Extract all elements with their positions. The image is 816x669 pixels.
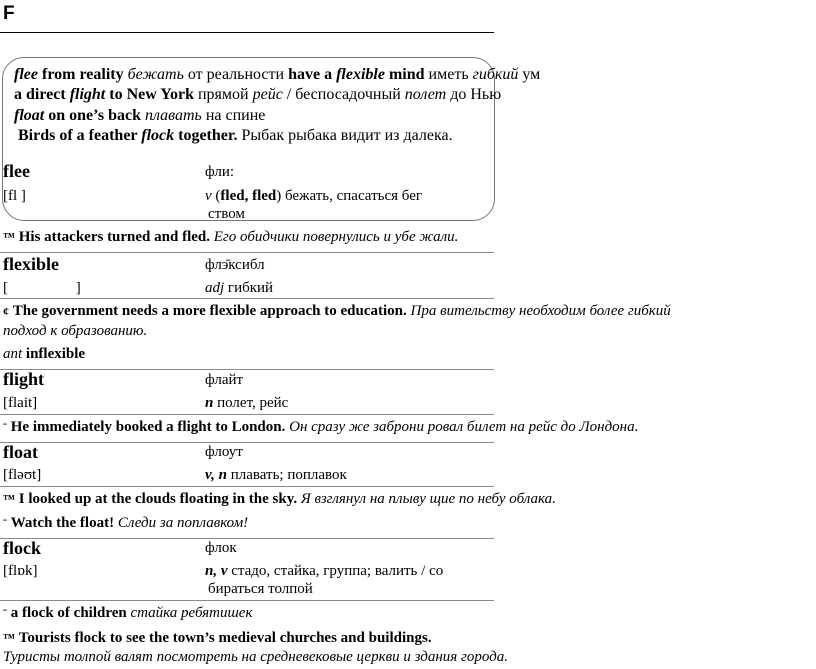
example-flight [3, 419, 638, 436]
phrase-segment: полет [404, 86, 447, 103]
bullet-glyph: ¢ [3, 304, 9, 318]
pos: n, v [205, 563, 228, 579]
bullet-glyph: ™ [3, 631, 15, 645]
entry-definition-cont-flock: бираться толпой [208, 581, 313, 597]
entry-divider [0, 298, 494, 299]
verb-forms: fled, fled [220, 188, 277, 204]
example-ru-cont-flexible: подход к образованию. [3, 323, 148, 339]
phrase-segment: Birds of a feather [18, 127, 142, 144]
meaning: плавать; поплавок [226, 467, 347, 483]
example-en: His attackers turned and fled. [18, 229, 210, 245]
phrase-segment: flock [141, 127, 175, 144]
phrase-segment: на спине [201, 107, 266, 124]
bullet-glyph: ˉ [3, 420, 7, 434]
example-ru: стайка ребятишек [130, 605, 253, 621]
example-en: I looked up at the clouds floating in the sky. [18, 491, 298, 507]
phrase-segment: a direct [14, 86, 70, 103]
entry-divider [0, 538, 494, 539]
example-en: Tourists flock to see the town’s medieval churches and buildings. [18, 630, 432, 646]
pos: n [205, 395, 214, 411]
entry-word-flexible: flexible [3, 254, 59, 274]
example-flock-1 [3, 605, 252, 622]
example-float-1 [3, 491, 556, 508]
example-ru: Он сразу же заброни ровал билет на рейс до Лондона. [289, 419, 639, 435]
entry-word-float: float [3, 442, 38, 462]
entry-divider [0, 252, 494, 253]
phrase-segment: to New York [105, 86, 198, 103]
phrase-segment: ум [518, 66, 541, 83]
phrase-segment: гибкий [472, 66, 519, 83]
entry-phonetic-flee: [fl ] [3, 188, 26, 204]
phrase-segment: on one’s back [44, 107, 145, 124]
entry-phonetic-float: [fləʊt] [3, 467, 42, 483]
phrase-segment: до Нью [446, 86, 502, 103]
antonym-word: inflexible [22, 346, 86, 362]
entry-definition-flock [205, 563, 443, 580]
phrase-segment: / беспосадочный [282, 86, 405, 103]
entry-definition-flexible [205, 280, 273, 297]
example-flock-2 [3, 630, 432, 647]
entry-word-flee: flee [3, 161, 30, 181]
entry-divider [0, 486, 494, 487]
example-en: He immediately booked a flight to London. [10, 419, 286, 435]
example-flee [3, 229, 458, 246]
entry-divider [0, 600, 494, 601]
example-en: The government needs a more flexible approach to education. [12, 303, 407, 319]
example-ru: Пра вительству необходим более гибкий [410, 303, 671, 319]
antonym-flexible [3, 346, 85, 363]
phrase-segment: Рыбак рыбака видит из далека. [241, 127, 453, 144]
phrase-segment: together. [174, 127, 242, 144]
bullet-glyph: ™ [3, 230, 15, 244]
bullet-glyph: ˉ [3, 606, 7, 620]
phrase-segment: от реальности [183, 66, 289, 83]
phrase-segment: иметь [428, 66, 473, 83]
entry-phonetic-flock: [flɒk] [3, 563, 38, 579]
phrase-segment: плавать [144, 107, 202, 124]
pos: v, n [205, 467, 227, 483]
section-letter: F [3, 3, 15, 24]
entry-transliteration-flight: флайт [205, 372, 244, 388]
entry-definition-flee: v (fled, fled) бежать, спасаться бег [205, 188, 423, 204]
entry-phonetic-flexible: [ ] [3, 280, 81, 296]
entry-transliteration-flee: фли: [205, 164, 235, 180]
phrase-segment: рейс [252, 86, 283, 103]
phrase-segment: mind [384, 66, 429, 83]
entry-word-flight: flight [3, 369, 45, 389]
example-float-2 [3, 515, 248, 532]
phrase-segment: бежать [127, 66, 184, 83]
entry-definition-flight [205, 395, 288, 412]
entry-phonetic-flight: [flait] [3, 395, 38, 411]
header-divider [0, 32, 494, 33]
phrase-line [14, 107, 265, 125]
phrase-segment: have a [288, 66, 337, 83]
entry-definition-cont-flee: ством [208, 206, 245, 222]
entry-divider [0, 414, 494, 415]
pos: adj [205, 280, 225, 296]
pos: v [205, 188, 212, 204]
phrase-segment: from reality [37, 66, 128, 83]
example-en: Watch the float! [10, 515, 115, 531]
meaning: полет, рейс [213, 395, 289, 411]
phrase-segment: float [14, 107, 45, 124]
meaning: бежать, спасаться бег [281, 188, 423, 204]
bullet-glyph: ˉ [3, 516, 7, 530]
phrase-line [18, 127, 453, 145]
entry-definition-float [205, 467, 347, 484]
entry-divider [0, 369, 494, 370]
phrase-segment: прямой [197, 86, 253, 103]
entry-transliteration-flexible: флэ̄ксибл [205, 257, 265, 273]
phrase-line [14, 86, 501, 104]
meaning: стадо, стайка, группа; валить / со [227, 563, 444, 579]
phrase-segment: flee [14, 66, 38, 83]
entry-divider [0, 442, 494, 443]
example-ru-flock-2: Туристы толпой валят посмотреть на средневековые церкви и здания города. [3, 649, 508, 665]
phrase-segment: flexible [336, 66, 385, 83]
antonym-label: ant [3, 346, 23, 362]
phrase-segment: flight [69, 86, 106, 103]
bullet-glyph: ™ [3, 492, 15, 506]
phrase-line [14, 66, 540, 84]
example-ru: Следи за поплавком! [117, 515, 249, 531]
entry-transliteration-float: флоут [205, 444, 243, 460]
example-en: a flock of children [10, 605, 127, 621]
example-ru: Его обидчики повернулись и убе жали. [213, 229, 459, 245]
entry-word-flock: flock [3, 538, 41, 558]
entry-transliteration-flock: флок [205, 540, 237, 556]
example-flexible [3, 303, 671, 320]
meaning: гибкий [224, 280, 274, 296]
example-ru: Я взглянул на плыву щие по небу облака. [300, 491, 556, 507]
